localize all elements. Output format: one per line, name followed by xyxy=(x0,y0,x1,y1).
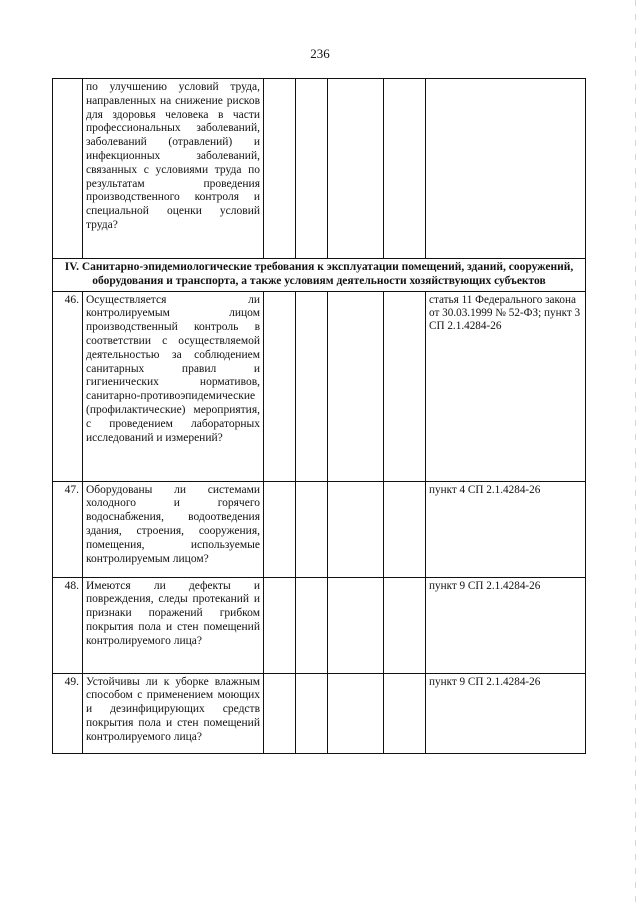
reference-cell: статья 11 Федерального закона от 30.03.1999 № 52-ФЗ; пункт 3 СП 2.1.4284-26 xyxy=(426,291,586,481)
row-number-cell: 49. xyxy=(53,673,83,753)
question-cell: Осуществляется ли контролируемым лицом производственный контроль в соответствии с осуществляемой деятельностью за соблюдением санитарных правил и гигиенических нормативов, санитарно-противоэпидемические (профилактические) мероприятия, с проведением лабораторных исследований и измерений? xyxy=(83,291,264,481)
table-row xyxy=(53,673,586,753)
answer-no-cell xyxy=(296,291,328,481)
answer-na-cell xyxy=(328,673,384,753)
answer-no-cell xyxy=(296,577,328,673)
answer-na-cell xyxy=(328,291,384,481)
answer-yes-cell xyxy=(264,79,296,259)
question-cell: по улучшению условий труда, направленных на снижение рисков для здоровья человека в части профессиональных заболеваний, заболеваний (отравлений) и инфекционных заболеваний, связанных с условиями труда по результатам проведения производственного контроля и специальной оценки условий труда? xyxy=(83,79,264,259)
answer-na-cell xyxy=(328,79,384,259)
reference-cell: пункт 9 СП 2.1.4284-26 xyxy=(426,673,586,753)
table-row xyxy=(53,79,586,259)
answer-na-cell xyxy=(328,481,384,577)
section-row xyxy=(53,259,586,292)
table-row xyxy=(53,577,586,673)
checklist-table xyxy=(52,78,586,754)
row-number-cell: 46. xyxy=(53,291,83,481)
answer-no-cell xyxy=(296,79,328,259)
question-cell: Устойчивы ли к уборке влажным способом с применением моющих и дезинфицирующих средств покрытия пола и стен помещений контролируемого лица? xyxy=(83,673,264,753)
question-cell: Имеются ли дефекты и повреждения, следы протеканий и признаки поражений грибком покрытия пола и стен помещений контролируемого лица? xyxy=(83,577,264,673)
answer-note-cell xyxy=(384,481,426,577)
answer-yes-cell xyxy=(264,291,296,481)
answer-note-cell xyxy=(384,79,426,259)
row-number-cell xyxy=(53,79,83,259)
answer-no-cell xyxy=(296,673,328,753)
reference-cell: пункт 4 СП 2.1.4284-26 xyxy=(426,481,586,577)
answer-na-cell xyxy=(328,577,384,673)
answer-note-cell xyxy=(384,577,426,673)
section-title: IV. Санитарно-эпидемиологические требования к эксплуатации помещений, зданий, сооружений, оборудования и транспорта, а также условиям деятельности хозяйствующих субъектов xyxy=(53,259,586,292)
answer-no-cell xyxy=(296,481,328,577)
question-cell: Оборудованы ли системами холодного и горячего водоснабжения, водоотведения здания, строения, сооружения, помещения, используемые контролируемым лицом? xyxy=(83,481,264,577)
table-row xyxy=(53,481,586,577)
answer-yes-cell xyxy=(264,481,296,577)
table-row xyxy=(53,291,586,481)
reference-cell xyxy=(426,79,586,259)
answer-note-cell xyxy=(384,673,426,753)
answer-yes-cell xyxy=(264,577,296,673)
answer-yes-cell xyxy=(264,673,296,753)
row-number-cell: 47. xyxy=(53,481,83,577)
answer-note-cell xyxy=(384,291,426,481)
reference-cell: пункт 9 СП 2.1.4284-26 xyxy=(426,577,586,673)
scan-edge xyxy=(635,0,636,904)
row-number-cell: 48. xyxy=(53,577,83,673)
page-number: 236 xyxy=(310,46,330,61)
